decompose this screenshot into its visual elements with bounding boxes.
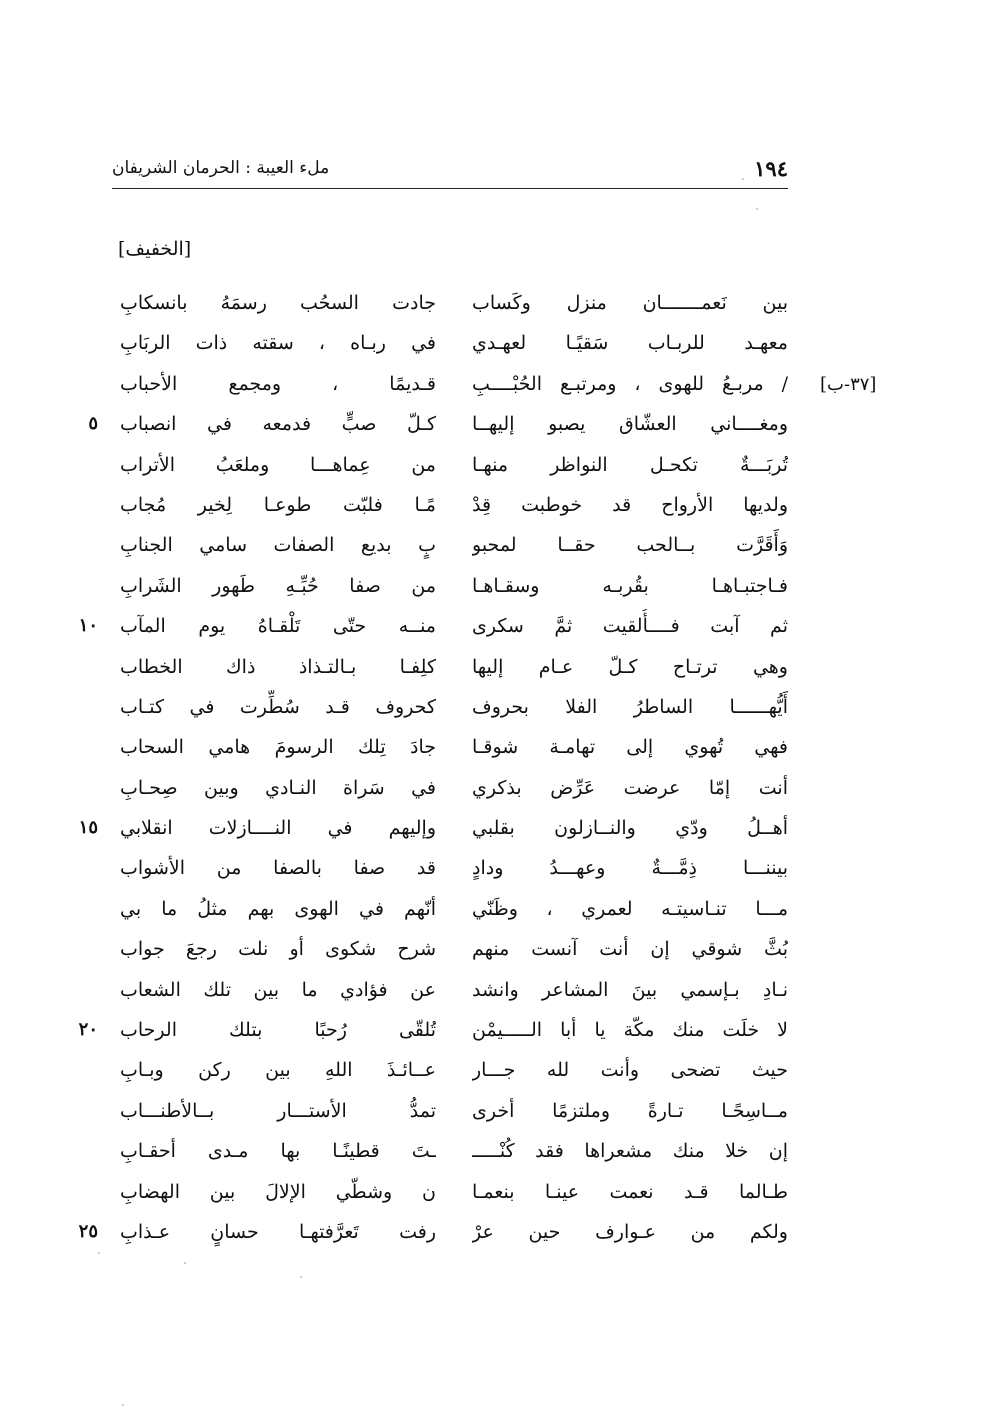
- first-hemistich: نـادِ بـإسمي بينَ المشاعر وانشد: [472, 978, 788, 1001]
- first-hemistich: مـــا تنـاسيتـه لعمري ، وظَنّي: [472, 897, 788, 920]
- scan-speck: [742, 178, 744, 180]
- scan-speck: [756, 208, 758, 210]
- second-hemistich: جادت السحُب رسمَهُ بانسكابِ: [120, 292, 436, 314]
- first-hemistich: ولديها الأرواح قد خوطبت قِدْ: [472, 493, 788, 516]
- verse-line: [112, 1094, 788, 1134]
- first-hemistich: لا خلَت منك مكّة يا أبا الـــــيمْن: [472, 1019, 788, 1042]
- first-hemistich: ومغــــاني العشّاق يصبو إليهــا: [472, 413, 788, 436]
- verse-line: [112, 1134, 788, 1174]
- verse-line: [112, 367, 788, 407]
- line-number: ٥: [88, 413, 98, 435]
- second-hemistich: ن وشطّي الإلالَ بين الهضابِ: [120, 1180, 436, 1203]
- first-hemistich: وهي ترتـاح كـلّ عـام إليها: [472, 655, 788, 678]
- first-hemistich: أهــلُ ودّي والنــازلون بقلبي: [472, 817, 788, 840]
- first-hemistich: / مربـعُ للهوى ، ومرتبـع الحُبْــــبِ: [472, 372, 788, 395]
- verse-line: [112, 771, 788, 811]
- verse-line: [112, 448, 788, 488]
- verse-line: [112, 932, 788, 972]
- first-hemistich: ولكم من عـوارف حين عرْ: [472, 1220, 788, 1243]
- first-hemistich: بين نَعمـــــــان منزل وكَساب: [472, 292, 788, 314]
- verse-line: [112, 650, 788, 690]
- first-hemistich: أنت إمّا عرضت عَرِّض بذكري: [472, 776, 788, 799]
- first-hemistich: معهـد للربـاب سَقيًـا لعهـدي: [472, 332, 788, 355]
- verse-line: [112, 730, 788, 770]
- second-hemistich: بٍ بديع الصفات سامي الجنابِ: [120, 534, 436, 557]
- page-header: [112, 150, 788, 190]
- second-hemistich: تُلقّى رُحبًا بتلك الرحاب: [120, 1019, 436, 1042]
- header-rule: [112, 188, 788, 189]
- second-hemistich: كـلّ صبٍّ فدمعه في انصباب: [120, 413, 436, 436]
- first-hemistich: حيث تضحى وأنت لله جـــار: [472, 1059, 788, 1082]
- running-title: ملء العيبة : الحرمان الشريفان: [112, 158, 330, 178]
- verse-line: [112, 851, 788, 891]
- second-hemistich: منــه حتّى تَلْقـاهُ يوم المآب: [120, 615, 436, 638]
- second-hemistich: قد صفا بالصفا من الأشواب: [120, 857, 436, 880]
- verse-line: [112, 690, 788, 730]
- second-hemistich: عــائـذَ اللهِ بين ركن وبـابِ: [120, 1059, 436, 1082]
- second-hemistich: كلِفـا بـالتـذاذ ذاك الخطاب: [120, 655, 436, 678]
- verse-line: [112, 1175, 788, 1215]
- line-number: ١٥: [78, 817, 98, 839]
- verse-line: [78, 609, 788, 649]
- poem: [78, 286, 788, 1255]
- first-hemistich: تُربَـــةٌ تكحـل النواظر منهـا: [472, 453, 788, 476]
- verse-line: [112, 528, 788, 568]
- first-hemistich: طـالما قـد نعمت عينـا بنعمـا: [472, 1180, 788, 1203]
- second-hemistich: تمدُّ الأستـــار بــالأطنـــاب: [120, 1099, 436, 1122]
- second-hemistich: أنّهم في الهوى بهم مثلُ ما بي: [120, 897, 436, 920]
- first-hemistich: وَأَقَرَّت بــالحب حقــا لمحبو: [472, 534, 788, 557]
- verse-line: [112, 569, 788, 609]
- scan-speck: [300, 1276, 302, 1278]
- second-hemistich: في سَراة النـادي وبين صِحـابِ: [120, 776, 436, 799]
- second-hemistich: وإليهم في النــــازلات انقلابي: [120, 817, 436, 840]
- verse-line: [78, 1215, 788, 1255]
- line-number: ١٠: [78, 615, 98, 637]
- folio-marker: [٣٧-ب]: [820, 374, 877, 395]
- scan-speck: [184, 1262, 186, 1264]
- first-hemistich: بيننـــا ذِمَّـــةٌ وعهـــدُ ودادٍ: [472, 857, 788, 880]
- page-number: ١٩٤: [754, 156, 788, 181]
- meter-label: [الخفيف]: [118, 238, 192, 260]
- first-hemistich: بُثَّ شوقي إن أنت آنست منهم: [472, 938, 788, 961]
- line-number: ٢٥: [78, 1220, 98, 1242]
- verse-line: [78, 1013, 788, 1053]
- verse-line: [112, 1053, 788, 1093]
- verse-line: [112, 488, 788, 528]
- first-hemistich: أَيُّهــــــا الساطرُ الفلا بحروف: [472, 695, 788, 718]
- verse-line: [88, 407, 788, 447]
- first-hemistich: فهي تُهوي إلى تهامـة شوقـا: [472, 736, 788, 759]
- second-hemistich: من صفا حُبِّـهِ طَهور الشَرابِ: [120, 574, 436, 597]
- verse-line: [112, 286, 788, 326]
- second-hemistich: في ربـاه ، سقته ذات الربَابِ: [120, 332, 436, 355]
- second-hemistich: عن فؤادي ما بين تلك الشعاب: [120, 978, 436, 1001]
- verse-line: [112, 326, 788, 366]
- verse-line: [112, 892, 788, 932]
- second-hemistich: جادَ تِلك الرسومَ هامي السحاب: [120, 736, 436, 759]
- second-hemistich: ـتَ قطينًـا بها مـدى أحقـابِ: [120, 1140, 436, 1163]
- second-hemistich: كحروف قـد سُطِّرت في كتـاب: [120, 695, 436, 718]
- line-number: ٢٠: [78, 1019, 98, 1041]
- first-hemistich: إن خلا منك مشعراها فقد كُنْـــــ: [472, 1140, 788, 1163]
- first-hemistich: مــاسِحًـا تـارةً وملتزمًا أخرى: [472, 1099, 788, 1122]
- verse-line: [78, 811, 788, 851]
- second-hemistich: مًـا فلبّت طوعـا لِخير مُجاب: [120, 493, 436, 516]
- second-hemistich: من عِماهـــا وملعَبُ الأتراب: [120, 453, 436, 476]
- scan-speck: [98, 1252, 100, 1254]
- verse-line: [112, 973, 788, 1013]
- scan-speck: [122, 1404, 124, 1406]
- second-hemistich: شرح شكوى أو نلت رجعَ جواب: [120, 938, 436, 961]
- first-hemistich: فـاجتبـاهـا بقُربـه وسقـاهـا: [472, 574, 788, 597]
- second-hemistich: قـديمًا ، ومجمع الأحباب: [120, 372, 436, 395]
- first-hemistich: ثم آبت فــــأُلقيت ثمَّ سكرى: [472, 615, 788, 638]
- second-hemistich: رفت تَعرَّفتهـا حسانٍ عـذابِ: [120, 1220, 436, 1243]
